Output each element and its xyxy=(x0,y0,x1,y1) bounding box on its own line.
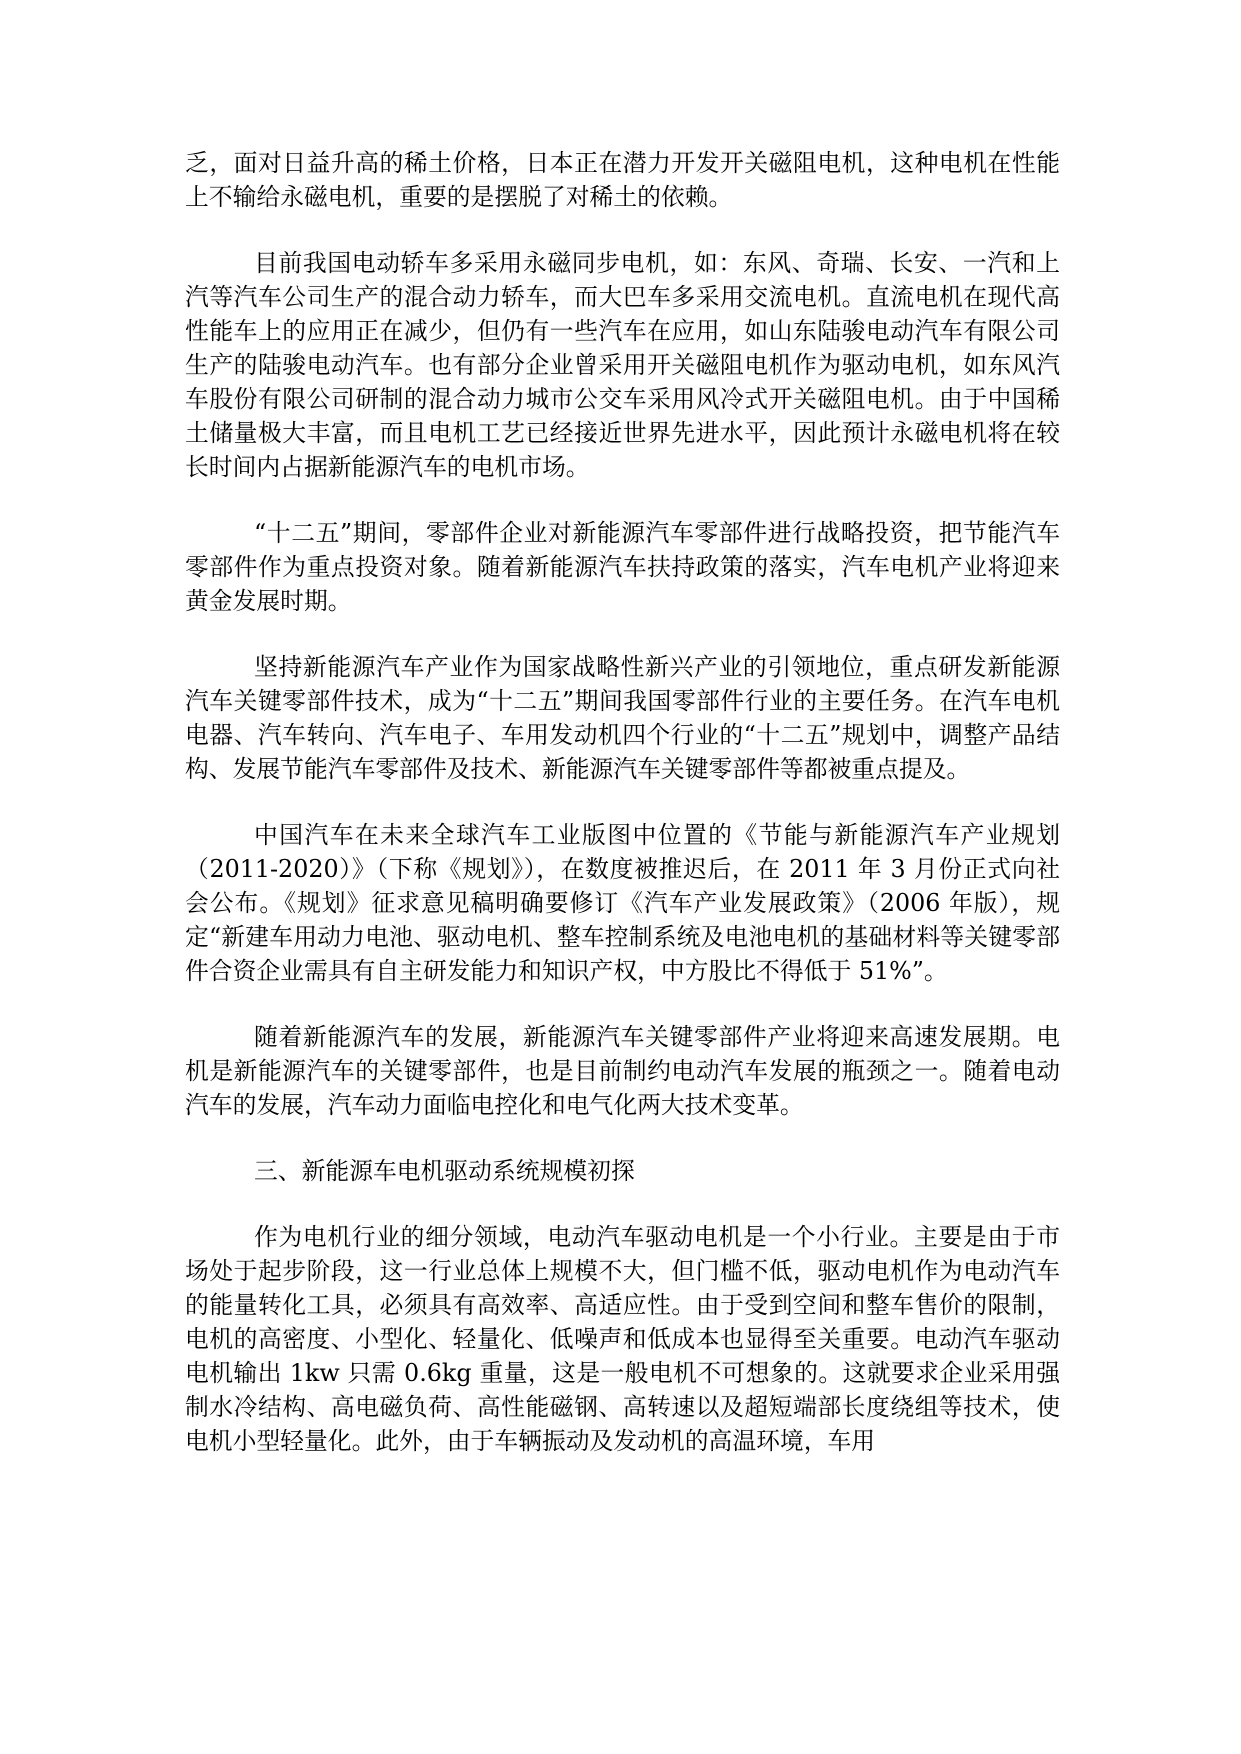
section-heading: 三、新能源车电机驱动系统规模初探 xyxy=(254,1157,635,1185)
document-page xyxy=(185,146,1060,1490)
paragraph-development: 随着新能源汽车的发展，新能源汽车关键零部件产业将迎来高速发展期。电机是新能源汽车的关键零部件，也是目前制约电动汽车发展的瓶颈之一。随着电动汽车的发展，汽车动力面临电控化和电气化两大技术变革。 xyxy=(185,1023,1060,1119)
paragraph-twelfth-five-year: “十二五”期间，零部件企业对新能源汽车零部件进行战略投资，把节能汽车零部件作为重点投资对象。随着新能源汽车扶持政策的落实，汽车电机产业将迎来黄金发展时期。 xyxy=(185,519,1060,615)
paragraph-key-components: 坚持新能源汽车产业作为国家战略性新兴产业的引领地位，重点研发新能源汽车关键零部件技术，成为“十二五”期间我国零部件行业的主要任务。在汽车电机电器、汽车转向、汽车电子、车用发动机四个行业的“十二五”规划中，调整产品结构、发展节能汽车零部件及技术、新能源汽车关键零部件等都被重点提及。 xyxy=(185,653,1060,783)
paragraph-industry-plan: 中国汽车在未来全球汽车工业版图中位置的《节能与新能源汽车产业规划（2011-2020）》（下称《规划》），在数度被推迟后，在 2011 年 3 月份正式向社会公布。《规划》征求意见稿明确要修订《汽车产业发展政策》（2006 年版），规定“新建车用动力电池、驱动电机、整车控制系统及电池电机的基础材料等关键零部件合资企业需具有自主研发能力和知识产权，中方股比不得低于 51%”。 xyxy=(185,821,1060,985)
paragraph-drive-motor: 作为电机行业的细分领域，电动汽车驱动电机是一个小行业。主要是由于市场处于起步阶段，这一行业总体上规模不大，但门槛不低，驱动电机作为电动汽车的能量转化工具，必须具有高效率、高适应性。由于受到空间和整车售价的限制，电机的高密度、小型化、轻量化、低噪声和低成本也显得至关重要。电动汽车驱动电机输出 1kw 只需 0.6kg 重量，这是一般电机不可想象的。这就要求企业采用强制水冷结构、高电磁负荷、高性能磁钢、高转速以及超短端部长度绕组等技术，使电机小型轻量化。此外，由于车辆振动及发动机的高温环境，车用 xyxy=(185,1223,1060,1455)
paragraph-continuation: 乏，面对日益升高的稀土价格，日本正在潜力开发开关磁阻电机，这种电机在性能上不输给永磁电机，重要的是摆脱了对稀土的依赖。 xyxy=(185,149,1060,211)
paragraph-motor-types: 目前我国电动轿车多采用永磁同步电机，如：东风、奇瑞、长安、一汽和上汽等汽车公司生产的混合动力轿车，而大巴车多采用交流电机。直流电机在现代高性能车上的应用正在减少，但仍有一些汽车在应用，如山东陆骏电动汽车有限公司生产的陆骏电动汽车。也有部分企业曾采用开关磁阻电机作为驱动电机，如东风汽车股份有限公司研制的混合动力城市公交车采用风冷式开关磁阻电机。由于中国稀土储量极大丰富，而且电机工艺已经接近世界先进水平，因此预计永磁电机将在较长时间内占据新能源汽车的电机市场。 xyxy=(185,249,1060,481)
